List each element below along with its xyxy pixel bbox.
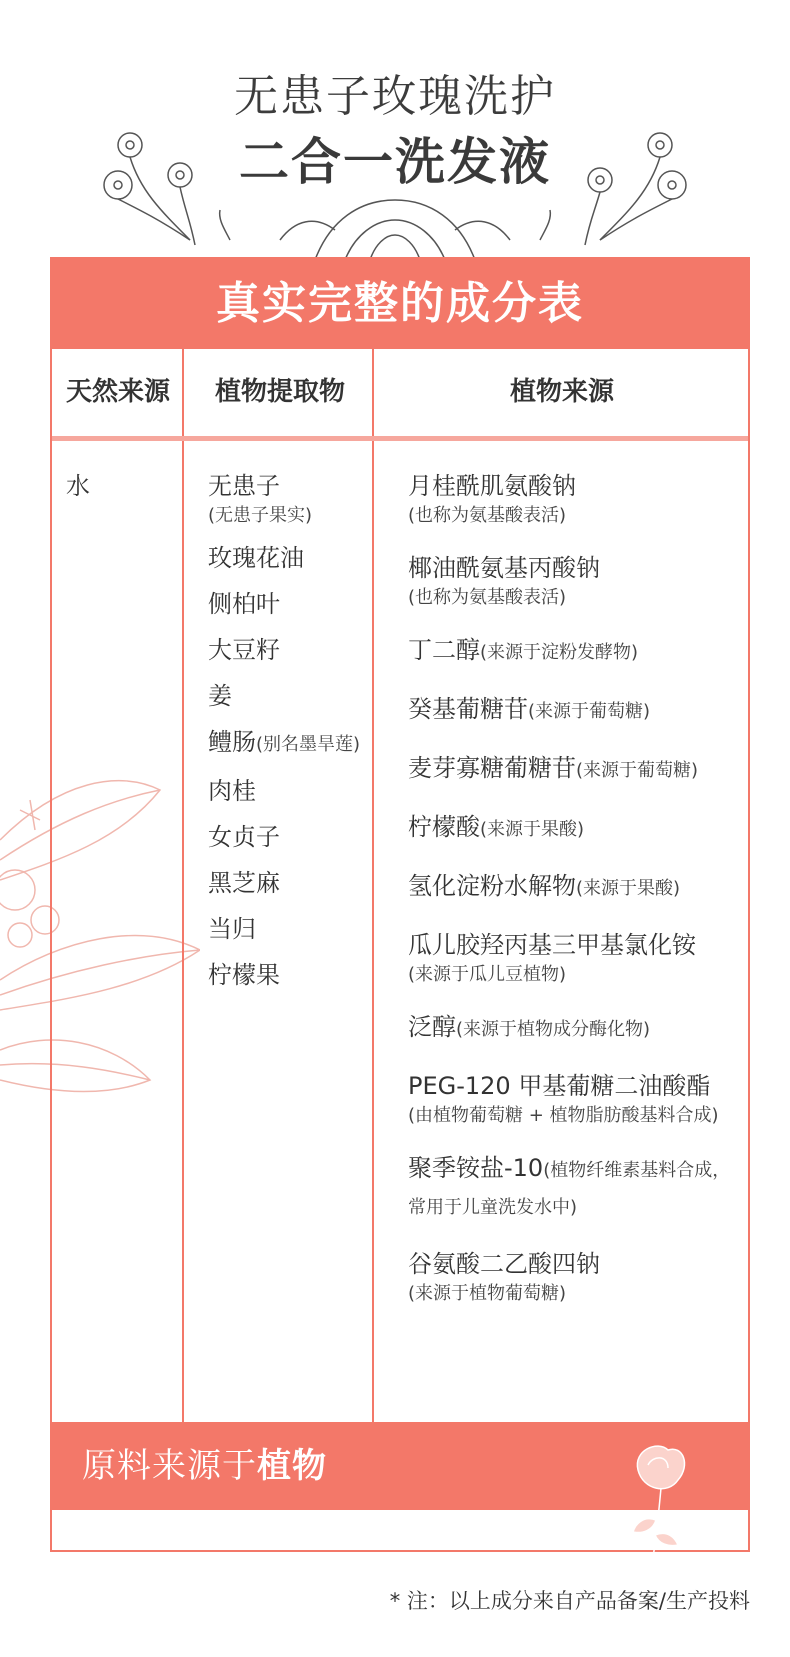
ingredient-name: 泛醇 xyxy=(408,1013,456,1041)
list-item xyxy=(408,551,738,611)
ingredient-name: 柠檬果 xyxy=(208,961,280,989)
list-item xyxy=(408,1069,738,1129)
list-item xyxy=(408,928,738,988)
ingredient-sub: (来源于瓜儿豆植物) xyxy=(408,964,567,985)
list-item xyxy=(408,869,738,906)
list-item xyxy=(208,820,398,854)
ingredient-name: 无患子 xyxy=(208,472,280,500)
ingredient-name: 丁二醇 xyxy=(408,636,480,664)
ingredient-note: (来源于果酸) xyxy=(480,819,585,840)
footnote: * 注：以上成分来自产品备案/生产投料 xyxy=(389,1589,750,1613)
ingredient-sub: (也称为氨基酸表活) xyxy=(408,587,567,608)
list-item xyxy=(408,633,738,670)
list-item xyxy=(208,469,398,529)
ingredient-name: 椰油酰氨基丙酸钠 xyxy=(408,554,600,582)
ingredient-name: 玫瑰花油 xyxy=(208,544,304,572)
list-item: 水 xyxy=(66,472,90,500)
list-item xyxy=(208,725,398,762)
list-item xyxy=(208,679,398,713)
list-item xyxy=(208,866,398,900)
ingredient-name: 瓜儿胶羟丙基三甲基氯化铵 xyxy=(408,931,696,959)
list-item xyxy=(408,1151,738,1225)
ingredient-name: 谷氨酸二乙酸四钠 xyxy=(408,1250,600,1278)
ingredient-note: (来源于葡萄糖) xyxy=(528,701,651,722)
column-divider xyxy=(182,349,184,1422)
ingredient-name: 癸基葡糖苷 xyxy=(408,695,528,723)
list-item xyxy=(208,587,398,621)
plant-sources-column xyxy=(408,469,738,1329)
ingredient-name: 柠檬酸 xyxy=(408,813,480,841)
list-item xyxy=(208,958,398,992)
list-item xyxy=(408,469,738,529)
natural-column xyxy=(66,469,186,503)
ingredient-name: 鳢肠 xyxy=(208,728,256,756)
ingredient-name: 聚季铵盐-10 xyxy=(408,1154,544,1182)
rose-icon xyxy=(623,1440,693,1560)
column-header-extracts: 植物提取物 xyxy=(214,377,345,407)
ingredient-sub: (由植物葡萄糖 + 植物脂肪酸基料合成) xyxy=(408,1105,719,1126)
ingredient-table xyxy=(50,257,750,1552)
title-line-1: 无患子玫瑰洗护 xyxy=(234,71,556,122)
ingredient-name: 侧柏叶 xyxy=(208,590,280,618)
ingredient-sub: (来源于植物葡萄糖) xyxy=(408,1283,567,1304)
ingredient-name: 肉桂 xyxy=(208,777,256,805)
extracts-column xyxy=(208,469,398,1004)
ingredient-name: PEG-120 甲基葡糖二油酸酯 xyxy=(408,1072,711,1100)
ingredient-note: (来源于果酸) xyxy=(576,878,681,899)
ingredient-note: (植物纤维素基料合成，常用于儿童洗发水中) xyxy=(408,1160,731,1218)
ingredient-name: 大豆籽 xyxy=(208,636,280,664)
list-item xyxy=(208,541,398,575)
ingredient-note: (别名墨旱莲) xyxy=(256,734,361,755)
ingredient-note: (来源于植物成分酶化物) xyxy=(456,1019,651,1040)
list-item xyxy=(208,633,398,667)
ingredient-note: (来源于葡萄糖) xyxy=(576,760,699,781)
ingredient-sub: (无患子果实) xyxy=(208,505,313,526)
list-item xyxy=(408,1247,738,1307)
ingredient-sub: (也称为氨基酸表活) xyxy=(408,505,567,526)
ingredient-name: 麦芽寡糖葡糖苷 xyxy=(408,754,576,782)
list-item xyxy=(208,912,398,946)
table-header: 真实完整的成分表 xyxy=(52,259,748,349)
list-item xyxy=(408,751,738,788)
header-divider xyxy=(52,436,748,441)
ingredient-name: 黑芝麻 xyxy=(208,869,280,897)
footer-band xyxy=(52,1422,748,1510)
column-header-natural: 天然来源 xyxy=(65,377,170,407)
list-item xyxy=(408,692,738,729)
ingredient-name: 氢化淀粉水解物 xyxy=(408,872,576,900)
footer-bold: 植物 xyxy=(257,1446,327,1486)
ingredient-note: (来源于淀粉发酵物) xyxy=(480,642,639,663)
title-line-2: 二合一洗发液 xyxy=(239,133,551,191)
ingredient-name: 姜 xyxy=(208,682,232,710)
column-header-plant-sources: 植物来源 xyxy=(509,377,614,407)
ingredient-name: 月桂酰肌氨酸钠 xyxy=(408,472,576,500)
list-item xyxy=(408,1010,738,1047)
ingredient-name: 当归 xyxy=(208,915,256,943)
list-item xyxy=(208,774,398,808)
list-item xyxy=(408,810,738,847)
footer-prefix: 原料来源于 xyxy=(82,1446,257,1486)
ingredient-name: 女贞子 xyxy=(208,823,280,851)
